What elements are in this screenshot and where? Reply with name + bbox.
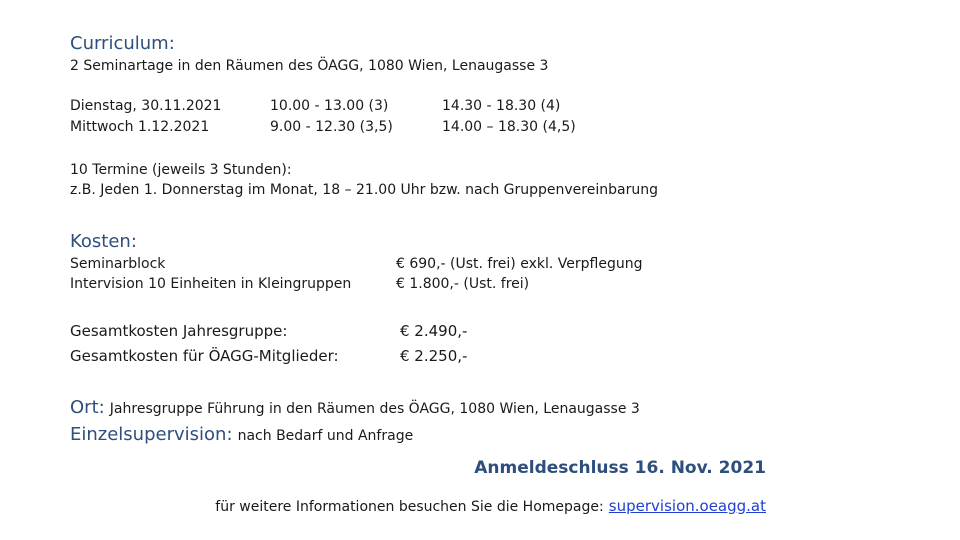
cost-label: Seminarblock: [70, 256, 166, 272]
total-value: € 2.490,-: [400, 322, 468, 340]
schedule-day: Mittwoch 1.12.2021: [70, 119, 210, 135]
ort-line: [70, 397, 640, 418]
schedule-day: Dienstag, 30.11.2021: [70, 98, 222, 114]
ort-label: Ort:: [70, 397, 105, 418]
homepage-link[interactable]: supervision.oeagg.at: [608, 497, 766, 515]
einzelsupervision-line: [70, 424, 413, 445]
termine-line-2: z.B. Jeden 1. Donnerstag im Monat, 18 – 21.00 Uhr bzw. nach Gruppenvereinbarung: [70, 182, 658, 198]
termine-line-1: 10 Termine (jeweils 3 Stunden):: [70, 162, 292, 178]
footer-line: [215, 496, 766, 515]
curriculum-intro: 2 Seminartage in den Räumen des ÖAGG, 1080 Wien, Lenaugasse 3: [70, 58, 549, 74]
curriculum-heading: Curriculum:: [70, 33, 175, 54]
registration-deadline: Anmeldeschluss 16. Nov. 2021: [474, 458, 766, 478]
schedule-slot-2: 14.00 – 18.30 (4,5): [442, 119, 576, 135]
schedule-slot-1: 9.00 - 12.30 (3,5): [270, 119, 393, 135]
cost-value: € 690,- (Ust. frei) exkl. Verpflegung: [396, 256, 643, 272]
cost-label: Intervision 10 Einheiten in Kleingruppen: [70, 276, 352, 292]
total-value: € 2.250,-: [400, 347, 468, 365]
schedule-slot-2: 14.30 - 18.30 (4): [442, 98, 561, 114]
ort-text: Jahresgruppe Führung in den Räumen des ÖAGG, 1080 Wien, Lenaugasse 3: [109, 401, 640, 417]
total-label: Gesamtkosten Jahresgruppe:: [70, 322, 288, 340]
total-label: Gesamtkosten für ÖAGG-Mitglieder:: [70, 347, 339, 365]
schedule-slot-1: 10.00 - 13.00 (3): [270, 98, 389, 114]
kosten-heading: Kosten:: [70, 231, 137, 252]
footer-text: für weitere Informationen besuchen Sie die Homepage:: [215, 499, 604, 515]
einzelsupervision-label: Einzelsupervision:: [70, 424, 233, 445]
einzelsupervision-text: nach Bedarf und Anfrage: [237, 428, 414, 444]
cost-value: € 1.800,- (Ust. frei): [396, 276, 530, 292]
